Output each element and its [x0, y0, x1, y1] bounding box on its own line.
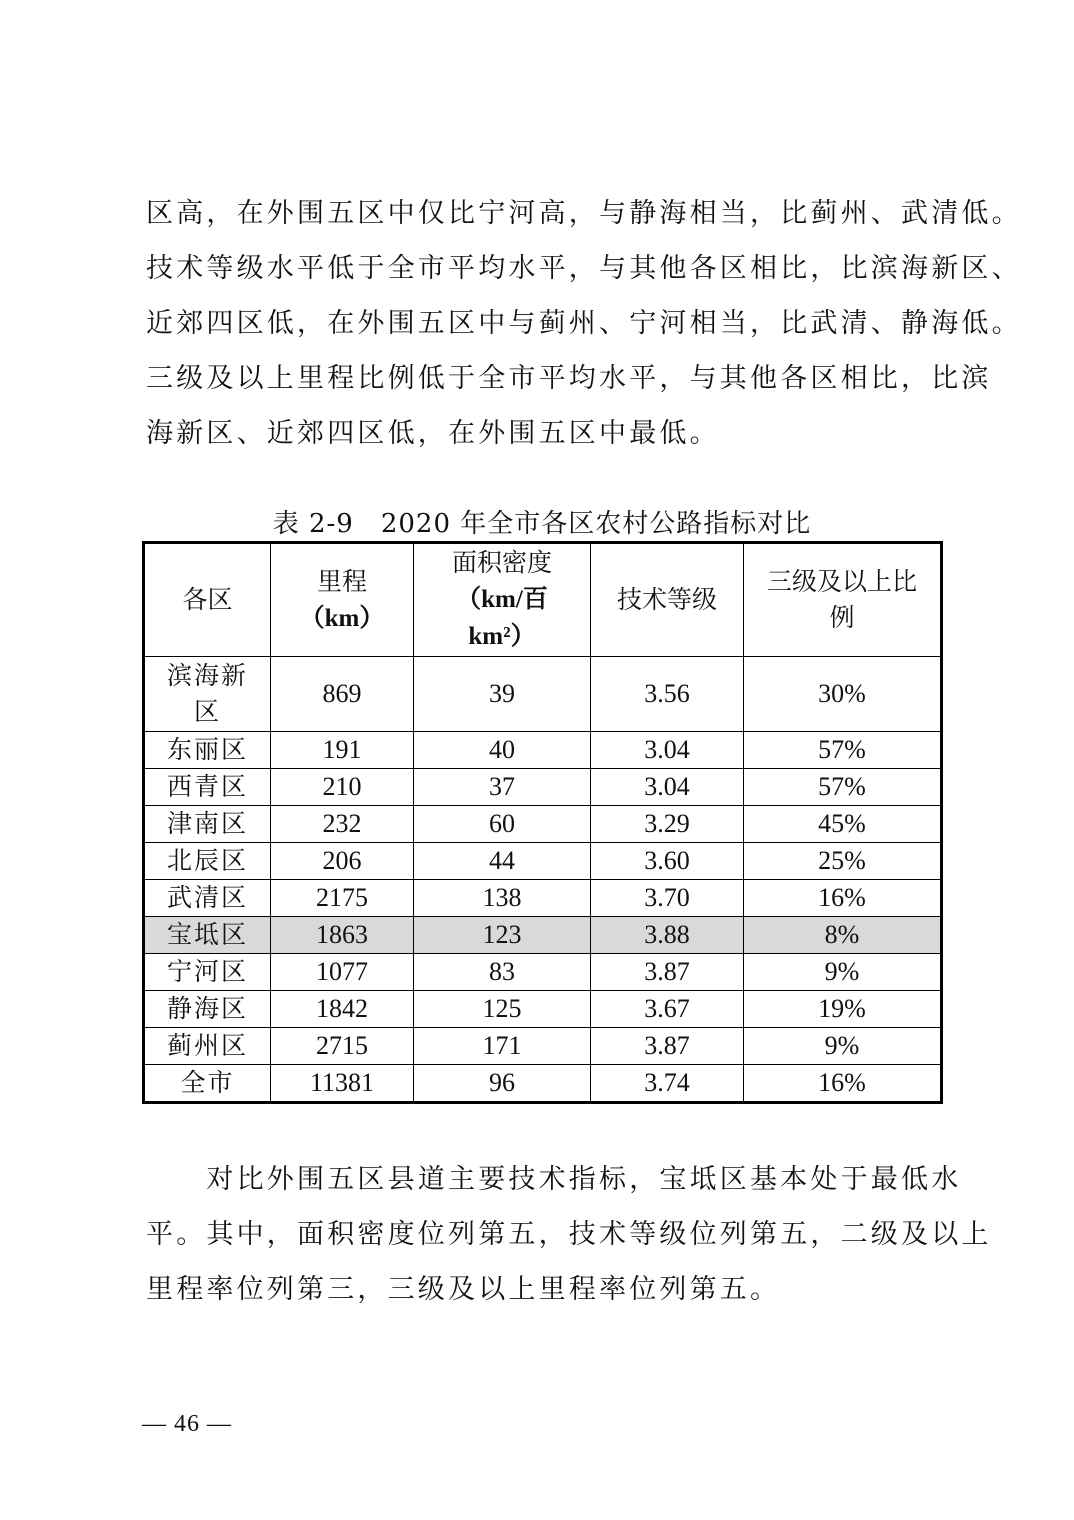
cell-grade: 3.67 — [591, 991, 744, 1028]
cell-density: 60 — [414, 806, 591, 843]
table-row — [144, 991, 942, 1028]
cell-ratio: 16% — [744, 880, 942, 917]
paragraph-line: 技术等级水平低于全市平均水平，与其他各区相比，比滨海新区、 — [146, 253, 1022, 284]
cell-district: 北辰区 — [144, 843, 271, 880]
cell-mileage: 1842 — [271, 991, 414, 1028]
table-row — [144, 732, 942, 769]
cell-density: 37 — [414, 769, 591, 806]
cell-district: 津南区 — [144, 806, 271, 843]
table-header-row — [144, 543, 942, 657]
paragraph-line: 三级及以上里程比例低于全市平均水平，与其他各区相比，比滨 — [146, 363, 992, 394]
page-number: — 46 — — [142, 1411, 232, 1437]
cell-grade: 3.88 — [591, 917, 744, 954]
cell-mileage: 1077 — [271, 954, 414, 991]
cell-density: 123 — [414, 917, 591, 954]
cell-density: 83 — [414, 954, 591, 991]
cell-district: 全市 — [144, 1065, 271, 1103]
cell-district: 宁河区 — [144, 954, 271, 991]
cell-mileage: 11381 — [271, 1065, 414, 1103]
cell-grade: 3.04 — [591, 732, 744, 769]
table-row — [144, 657, 942, 732]
top-paragraph — [146, 186, 1022, 461]
table-row-total — [144, 1065, 942, 1103]
bottom-paragraph — [146, 1152, 992, 1317]
cell-district: 东丽区 — [144, 732, 271, 769]
cell-density: 96 — [414, 1065, 591, 1103]
cell-grade: 3.87 — [591, 954, 744, 991]
header-ratio: 三级及以上比 例 — [744, 543, 942, 657]
cell-mileage: 869 — [271, 657, 414, 732]
table-row-highlighted — [144, 917, 942, 954]
cell-grade: 3.60 — [591, 843, 744, 880]
cell-ratio: 9% — [744, 954, 942, 991]
cell-grade: 3.74 — [591, 1065, 744, 1103]
cell-mileage: 206 — [271, 843, 414, 880]
paragraph-line: 对比外围五区县道主要技术指标，宝坻区基本处于最低水 — [146, 1164, 962, 1195]
cell-ratio: 57% — [744, 732, 942, 769]
cell-district: 武清区 — [144, 880, 271, 917]
cell-density: 125 — [414, 991, 591, 1028]
header-district: 各区 — [144, 543, 271, 657]
table-row — [144, 769, 942, 806]
paragraph-line: 平。其中，面积密度位列第五，技术等级位列第五，二级及以上 — [146, 1219, 992, 1250]
cell-mileage: 191 — [271, 732, 414, 769]
cell-grade: 3.04 — [591, 769, 744, 806]
cell-district: 西青区 — [144, 769, 271, 806]
cell-grade: 3.87 — [591, 1028, 744, 1065]
cell-mileage: 210 — [271, 769, 414, 806]
cell-ratio: 19% — [744, 991, 942, 1028]
header-mileage: 里程 （km） — [271, 543, 414, 657]
cell-district: 静海区 — [144, 991, 271, 1028]
cell-mileage: 232 — [271, 806, 414, 843]
cell-grade: 3.70 — [591, 880, 744, 917]
table-row — [144, 1028, 942, 1065]
cell-density: 44 — [414, 843, 591, 880]
cell-density: 39 — [414, 657, 591, 732]
cell-ratio: 9% — [744, 1028, 942, 1065]
cell-density: 138 — [414, 880, 591, 917]
paragraph-line: 里程率位列第三，三级及以上里程率位列第五。 — [146, 1274, 781, 1305]
table-row — [144, 954, 942, 991]
table-row — [144, 806, 942, 843]
cell-mileage: 2715 — [271, 1028, 414, 1065]
cell-ratio: 16% — [744, 1065, 942, 1103]
cell-mileage: 2175 — [271, 880, 414, 917]
paragraph-line: 区高，在外围五区中仅比宁河高，与静海相当，比蓟州、武清低。 — [146, 198, 1022, 229]
cell-ratio: 57% — [744, 769, 942, 806]
cell-district: 滨海新 区 — [144, 657, 271, 732]
cell-district: 蓟州区 — [144, 1028, 271, 1065]
cell-density: 40 — [414, 732, 591, 769]
cell-density: 171 — [414, 1028, 591, 1065]
cell-district: 宝坻区 — [144, 917, 271, 954]
cell-ratio: 45% — [744, 806, 942, 843]
table-row — [144, 843, 942, 880]
cell-grade: 3.29 — [591, 806, 744, 843]
paragraph-line: 近郊四区低，在外围五区中与蓟州、宁河相当，比武清、静海低。 — [146, 308, 1022, 339]
cell-mileage: 1863 — [271, 917, 414, 954]
cell-grade: 3.56 — [591, 657, 744, 732]
table-caption: 表 2-9 2020 年全市各区农村公路指标对比 — [272, 509, 812, 539]
table-row — [144, 880, 942, 917]
paragraph-line: 海新区、近郊四区低，在外围五区中最低。 — [146, 418, 720, 449]
header-density: 面积密度 （km/百 km²） — [414, 543, 591, 657]
cell-ratio: 25% — [744, 843, 942, 880]
cell-ratio: 30% — [744, 657, 942, 732]
cell-ratio: 8% — [744, 917, 942, 954]
district-comparison-table — [142, 541, 943, 1104]
header-tech-grade: 技术等级 — [591, 543, 744, 657]
